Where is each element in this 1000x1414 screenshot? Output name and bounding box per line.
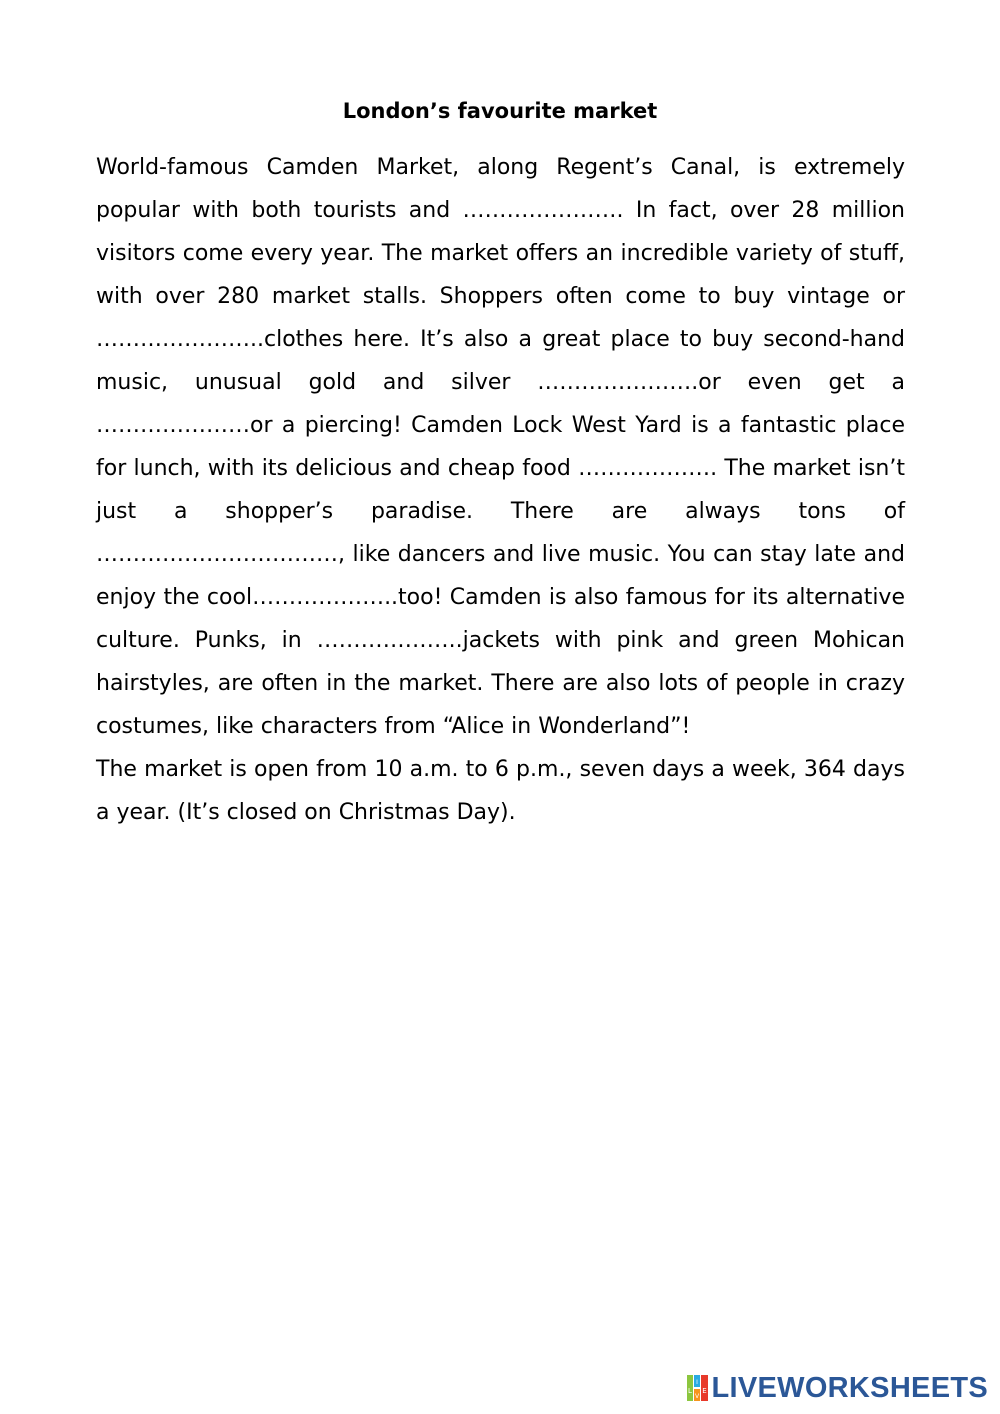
logo-text: LIVEWORKSHEETS (711, 1371, 988, 1404)
svg-text:L: L (687, 1387, 692, 1395)
svg-text:E: E (701, 1387, 707, 1395)
liveworksheets-logo-icon (687, 1375, 709, 1401)
paragraph-hours: The market is open from 10 a.m. to 6 p.m., seven days a week, 364 days a year. (It’s closed on Christmas Day). (96, 757, 905, 825)
paragraph-main: World-famous Camden Market, along Regent’s Canal, is extremely popular with both tourists and …………………. In fact, over 28 million visitors come every year. The market offers an incredible variety of stuff, with over 280 market stalls. Shoppers often come to buy vintage or …………………..clothes here. It’s also a great place to buy second-hand music, unusual gold and silver ………………….or even get a …………………or a piercing! Camden Lock West Yard is a fantastic place for lunch, with its delicious and cheap food ………………. The market isn’t just a shopper’s paradise. There are always tons of ……………………………, like dancers and live music. You can stay late and enjoy the cool………………..too! Camden is also famous for its alternative culture. Punks, in ………………..jackets with pink and green Mohican hairstyles, are often in the market. There are also lots of people in crazy costumes, like characters from “Alice in Wonderland”! (96, 155, 905, 739)
body-text (96, 146, 905, 834)
liveworksheets-logo (687, 1368, 989, 1408)
svg-text:I: I (695, 1379, 698, 1386)
page-title: London’s favourite market (342, 99, 658, 123)
svg-text:V: V (694, 1393, 699, 1400)
